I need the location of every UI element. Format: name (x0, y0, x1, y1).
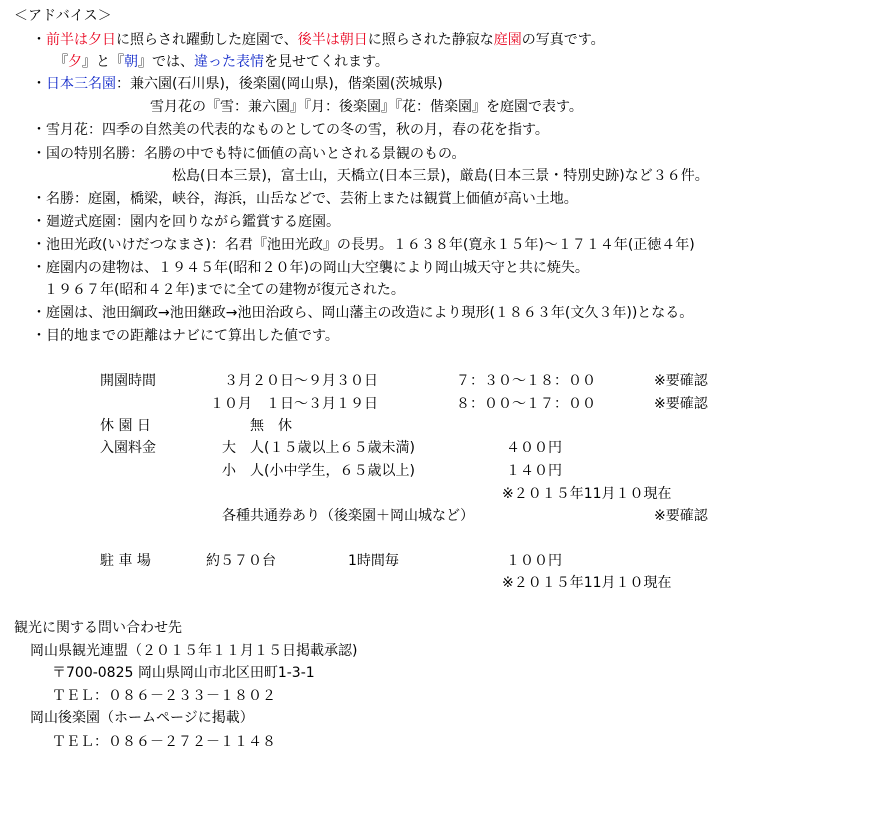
text: に照らされ躍動した庭園で、 (116, 32, 298, 48)
hours-label: 開園時間 (100, 373, 156, 389)
highlight-garden: 庭園 (493, 32, 522, 48)
text: 』では、 (138, 54, 194, 70)
hours-note-1: ※要確認 (654, 373, 708, 389)
text: ：兼六園(石川県)，後楽園(岡山県)，偕楽園(茨城県) (116, 76, 443, 92)
hours-period-1: ３月２０日～９月３０日 (224, 373, 378, 389)
fee-adult: 大 人(１５歳以上６５歳未満) (222, 440, 415, 456)
text: 』と『 (82, 54, 124, 70)
advice-item-distance: ・目的地までの距離はナビにて算出した値です。 (32, 328, 339, 344)
advice-item-special-scenic: ・国の特別名勝：名勝の中でも特に価値の高いとされる景観のもの。 (32, 146, 466, 162)
text: の写真です。 (521, 32, 605, 48)
contact-heading: 観光に関する問い合わせ先 (14, 620, 182, 636)
hours-period-2: １０月 １日～３月１９日 (210, 396, 378, 412)
highlight-morning: 朝 (124, 54, 138, 70)
closed-value: 無 休 (250, 418, 292, 434)
parking-capacity: 約５７０台 (206, 553, 276, 569)
fee-adult-price: ４００円 (506, 440, 562, 456)
advice-item-setsugekka: ・雪月花：四季の自然美の代表的なものとしての冬の雪，秋の月，春の花を指す。 (32, 122, 549, 138)
advice-item-buildings: ・庭園内の建物は、１９４５年(昭和２０年)の岡山大空襲により岡山城天守と共に焼失。 (32, 260, 589, 276)
bullet: ・ (32, 32, 46, 48)
advice-item-three-gardens (32, 74, 443, 94)
advice-item-three-gardens-cont: 雪月花の『雪：兼六園』『月：後楽園』『花：偕楽園』を庭園で表す。 (150, 99, 583, 115)
contact-org1: 岡山県観光連盟（２０１５年１１月１５日掲載承認) (30, 643, 358, 659)
advice-item-strolling-garden: ・廻遊式庭園：園内を回りながら鑑賞する庭園。 (32, 214, 340, 230)
advice-item-buildings-cont: １９６７年(昭和４２年)までに全ての建物が復元された。 (44, 282, 405, 298)
hours-time-1: ７：３０～１８：００ (456, 373, 596, 389)
contact-org2-tel: ＴＥＬ：０８６－２７２－１１４８ (52, 734, 276, 750)
advice-item-lighting (32, 30, 605, 50)
parking-unit: 1時間毎 (348, 553, 399, 569)
advice-item-lighting-cont (54, 52, 389, 72)
fee-child: 小 人(小中学生，６５歳以上) (222, 463, 415, 479)
hours-time-2: ８：００～１７：００ (456, 396, 596, 412)
highlight-second-half: 後半は朝日 (297, 32, 368, 48)
fee-as-of: ※２０１５年11月１０現在 (502, 486, 672, 502)
highlight-first-half: 前半は夕日 (46, 32, 116, 48)
advice-item-special-scenic-cont: 松島(日本三景)，富士山，天橋立(日本三景)，厳島(日本三景・特別史跡)など３６件。 (172, 168, 709, 184)
highlight-evening: 夕 (68, 54, 82, 70)
fee-pass: 各種共通券あり（後楽園＋岡山城など） (222, 508, 474, 524)
advice-item-garden-history: ・庭園は、池田綱政→池田継政→池田治政ら、岡山藩主の改造により現形(１８６３年(文久３年))となる。 (32, 305, 694, 321)
contact-org1-address: 〒700-0825 岡山県岡山市北区田町1-3-1 (52, 665, 315, 681)
fee-label: 入園料金 (100, 440, 156, 456)
advice-heading: ＜アドバイス＞ (14, 8, 112, 24)
text: 『 (54, 54, 68, 70)
advice-item-ikeda: ・池田光政(いけだつなまさ)：名君『池田光政』の長男。１６３８年(寛永１５年)～１７１４年(正徳４年) (32, 237, 695, 253)
parking-label: 駐 車 場 (100, 553, 151, 569)
closed-label: 休 園 日 (100, 418, 151, 434)
bullet: ・ (32, 76, 46, 92)
highlight-three-gardens: 日本三名園 (46, 76, 116, 92)
highlight-expression: 違った表情 (194, 54, 264, 70)
fee-pass-note: ※要確認 (654, 508, 708, 524)
advice-item-scenic: ・名勝：庭園，橋梁，峡谷，海浜，山岳などで、芸術上または観賞上価値が高い土地。 (32, 191, 578, 207)
parking-price: １００円 (506, 553, 562, 569)
text: を見せてくれます。 (264, 54, 389, 70)
contact-org1-tel: ＴＥＬ：０８６－２３３－１８０２ (52, 688, 276, 704)
contact-org2: 岡山後楽園（ホームページに掲載） (30, 710, 254, 726)
parking-as-of: ※２０１５年11月１０現在 (502, 575, 672, 591)
hours-note-2: ※要確認 (654, 396, 708, 412)
fee-child-price: １４０円 (506, 463, 562, 479)
text: に照らされた静寂な (367, 32, 494, 48)
